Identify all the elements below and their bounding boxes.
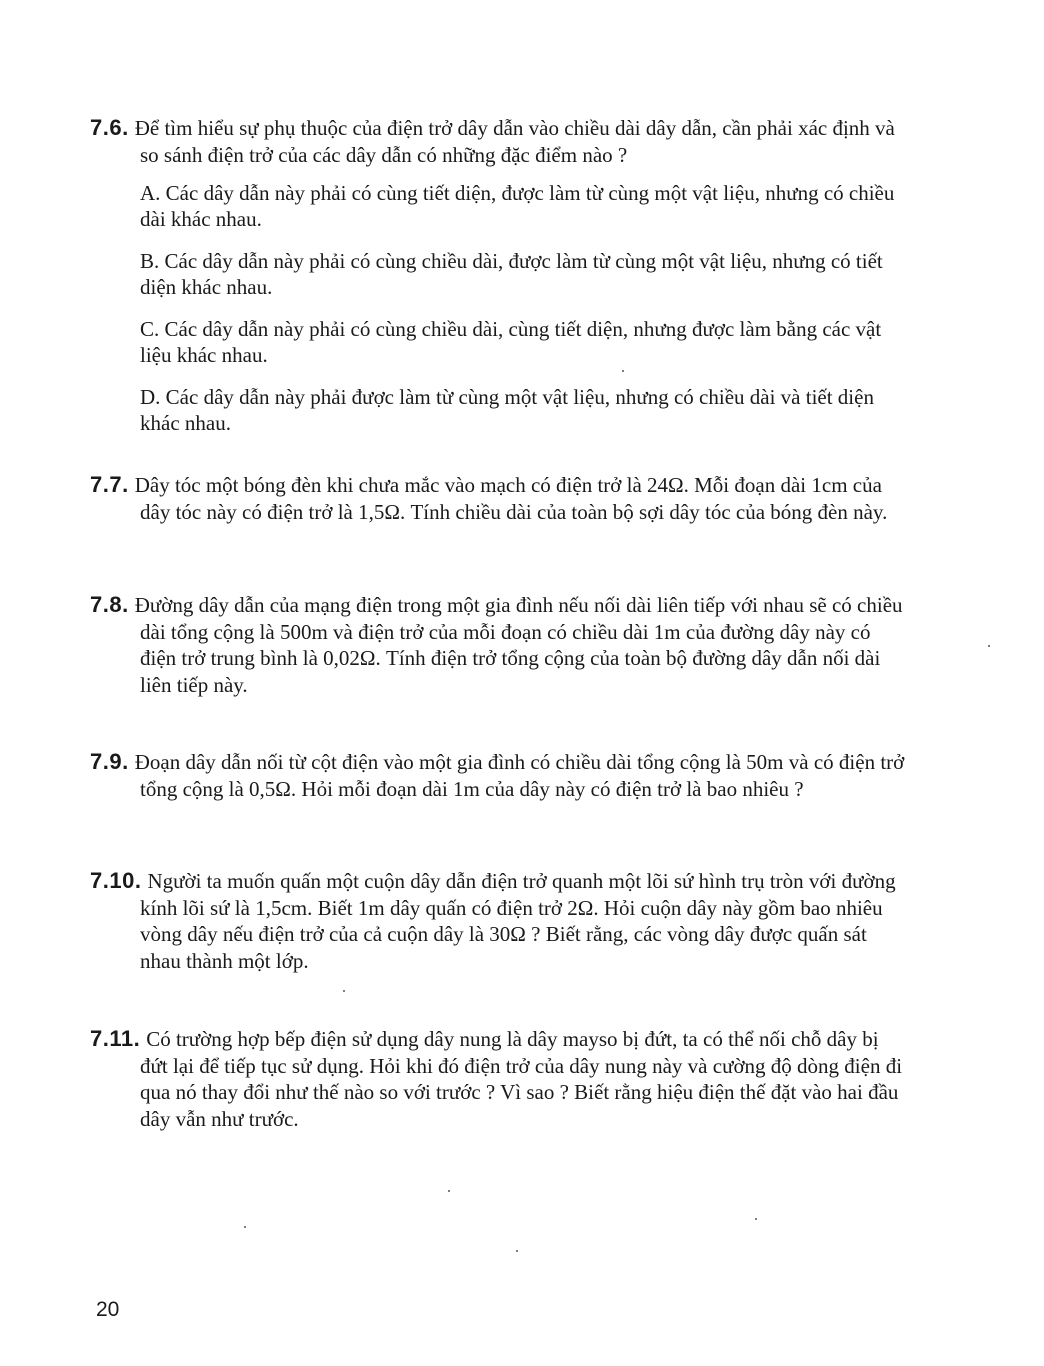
problem-text: Dây tóc một bóng đèn khi chưa mắc vào mạch có điện trở là 24Ω. Mỗi đoạn dài 1cm của dây tóc này có điện trở là 1,5Ω. Tính chiều dài của toàn bộ sợi dây tóc của bóng đèn này.	[134, 473, 888, 524]
problem-number: 7.10.	[90, 868, 142, 893]
problem-text: Người ta muốn quấn một cuộn dây dẫn điện trở quanh một lõi sứ hình trụ tròn với đường kính lõi sứ là 1,5cm. Biết 1m dây quấn có điện trở 2Ω. Hỏi cuộn dây này gồm bao nhiêu vòng dây nếu điện trở của cả cuộn dây là 30Ω ? Biết rằng, các vòng dây được quấn sát nhau thành một lớp.	[140, 869, 896, 973]
problem-7-7	[90, 472, 910, 525]
page-number: 20	[96, 1298, 120, 1321]
option-d: D. Các dây dẫn này phải được làm từ cùng một vật liệu, nhưng có chiều dài và tiết diện khác nhau.	[140, 385, 874, 435]
scan-speck	[244, 1226, 246, 1228]
problem-number: 7.6.	[90, 115, 129, 140]
problem-text: Để tìm hiểu sự phụ thuộc của điện trở dây dẫn vào chiều dài dây dẫn, cần phải xác định và so sánh điện trở của các dây dẫn có những đặc điểm nào ?	[134, 116, 895, 167]
scan-speck	[988, 645, 990, 647]
problem-number: 7.8.	[90, 592, 129, 617]
scan-speck	[516, 1250, 518, 1252]
scan-speck	[622, 370, 624, 372]
problem-7-6	[90, 115, 910, 452]
problem-text: Có trường hợp bếp điện sử dụng dây nung là dây mayso bị đứt, ta có thể nối chỗ dây bị đứt lại để tiếp tục sử dụng. Hỏi khi đó điện trở của dây nung này và cường độ dòng điện đi qua nó thay đổi như thế nào so với trước ? Vì sao ? Biết rằng hiệu điện thế đặt vào hai đầu dây vẫn như trước.	[140, 1027, 903, 1131]
problem-text: Đường dây dẫn của mạng điện trong một gia đình nếu nối dài liên tiếp với nhau sẽ có chiều dài tổng cộng là 500m và điện trở của mỗi đoạn có chiều dài 1m của đường dây này có điện trở trung bình là 0,02Ω. Tính điện trở tổng cộng của toàn bộ đường dây dẫn nối dài liên tiếp này.	[134, 593, 903, 697]
scan-speck	[343, 990, 345, 992]
problem-7-10	[90, 868, 910, 974]
option-b: B. Các dây dẫn này phải có cùng chiều dài, được làm từ cùng một vật liệu, nhưng có tiết diện khác nhau.	[140, 249, 883, 299]
problem-number: 7.9.	[90, 749, 129, 774]
answer-options	[140, 180, 910, 436]
option-a: A. Các dây dẫn này phải có cùng tiết diện, được làm từ cùng một vật liệu, nhưng có chiều dài khác nhau.	[140, 181, 895, 231]
problem-text: Đoạn dây dẫn nối từ cột điện vào một gia đình có chiều dài tổng cộng là 50m và có điện trở tổng cộng là 0,5Ω. Hỏi mỗi đoạn dài 1m của dây này có điện trở là bao nhiêu ?	[134, 750, 905, 801]
problem-number: 7.11.	[90, 1026, 141, 1051]
problem-number: 7.7.	[90, 472, 129, 497]
scan-speck	[448, 1190, 450, 1192]
problem-7-8	[90, 592, 910, 698]
scan-speck	[755, 1218, 757, 1220]
problem-7-11	[90, 1026, 910, 1132]
problem-7-9	[90, 749, 910, 802]
option-c: C. Các dây dẫn này phải có cùng chiều dài, cùng tiết diện, nhưng được làm bằng các vật liệu khác nhau.	[140, 317, 882, 367]
